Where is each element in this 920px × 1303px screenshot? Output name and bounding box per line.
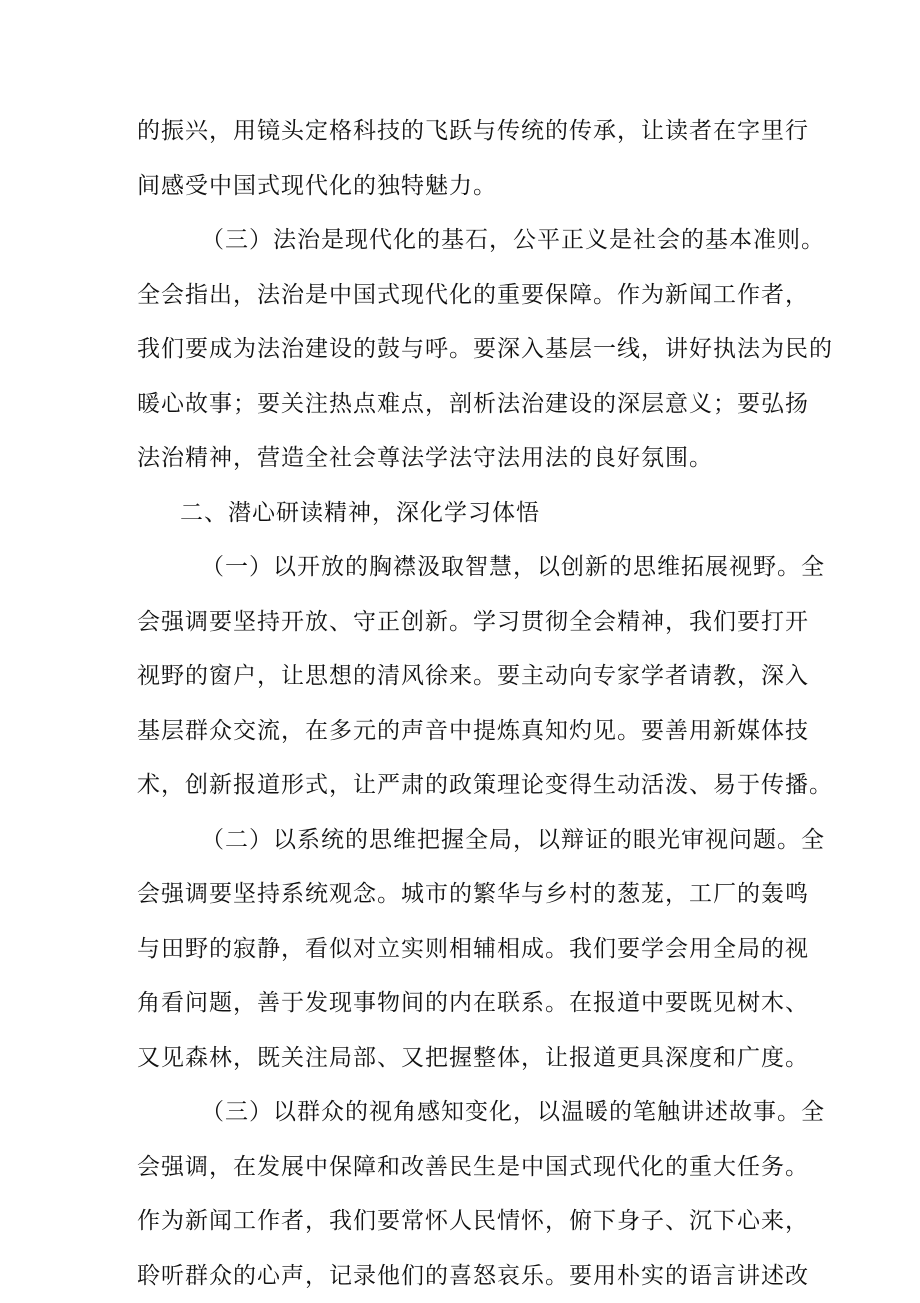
section-heading: （三）以群众的视角感知变化，以温暖的笔触讲述故事。全: [137, 1085, 797, 1140]
text-line: 间感受中国式现代化的独特魅力。: [137, 159, 797, 214]
text-line: 与田野的寂静，看似对立实则相辅相成。我们要学会用全局的视: [137, 922, 797, 977]
text-line: 的振兴，用镜头定格科技的飞跃与传统的传承，让读者在字里行: [137, 104, 797, 159]
text-line: 基层群众交流，在多元的声音中提炼真知灼见。要善用新媒体技: [137, 704, 797, 759]
text-line: 会强调要坚持系统观念。城市的繁华与乡村的葱茏，工厂的轰鸣: [137, 867, 797, 922]
text-line: 术，创新报道形式，让严肃的政策理论变得生动活泼、易于传播。: [137, 758, 797, 813]
text-line: 法治精神，营造全社会尊法学法守法用法的良好氛围。: [137, 431, 797, 486]
text-line: 暖心故事；要关注热点难点，剖析法治建设的深层意义；要弘扬: [137, 377, 797, 432]
text-line: 会强调，在发展中保障和改善民生是中国式现代化的重大任务。: [137, 1140, 797, 1195]
chapter-heading: 二、潜心研读精神，深化学习体悟: [137, 486, 797, 541]
text-line: 我们要成为法治建设的鼓与呼。要深入基层一线，讲好执法为民的: [137, 322, 797, 377]
section-heading: （一）以开放的胸襟汲取智慧，以创新的思维拓展视野。全: [137, 540, 797, 595]
text-line: 视野的窗户，让思想的清风徐来。要主动向专家学者请教，深入: [137, 649, 797, 704]
text-line: 又见森林，既关注局部、又把握整体，让报道更具深度和广度。: [137, 1031, 797, 1086]
text-line: 全会指出，法治是中国式现代化的重要保障。作为新闻工作者，: [137, 268, 797, 323]
section-heading: （三）法治是现代化的基石，公平正义是社会的基本准则。: [137, 213, 797, 268]
text-line: 聆听群众的心声，记录他们的喜怒哀乐。要用朴实的语言讲述改: [137, 1249, 797, 1303]
document-body: [137, 104, 797, 1303]
text-line: 作为新闻工作者，我们要常怀人民情怀，俯下身子、沉下心来，: [137, 1194, 797, 1249]
text-line: 角看问题，善于发现事物间的内在联系。在报道中要既见树木、: [137, 976, 797, 1031]
section-heading: （二）以系统的思维把握全局，以辩证的眼光审视问题。全: [137, 813, 797, 868]
text-line: 会强调要坚持开放、守正创新。学习贯彻全会精神，我们要打开: [137, 595, 797, 650]
